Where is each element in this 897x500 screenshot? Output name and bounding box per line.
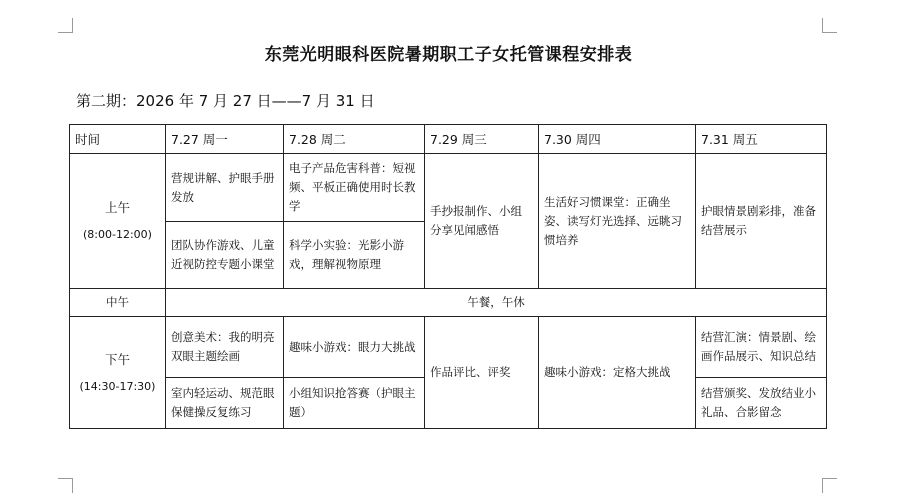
cell-mon-am-1: 营规讲解、护眼手册发放	[166, 154, 284, 222]
cell-fri-pm-1: 结营汇演：情景剧、绘画作品展示、知识总结	[696, 317, 827, 378]
crop-mark-top-right	[822, 18, 837, 33]
slot-time-morning: (8:00-12:00)	[83, 228, 152, 241]
slot-label-noon: 中午	[70, 289, 166, 317]
slot-label-afternoon: 下午	[104, 351, 130, 367]
table-row	[70, 317, 827, 378]
cell-tue-pm-1: 趣味小游戏：眼力大挑战	[284, 317, 425, 378]
header-cell-fri: 7.31 周五	[696, 125, 827, 154]
slot-time-afternoon: (14:30-17:30)	[79, 379, 156, 393]
cell-thu-pm: 趣味小游戏：定格大挑战	[539, 317, 696, 429]
slot-cell-afternoon	[70, 317, 166, 429]
header-cell-thu: 7.30 周四	[539, 125, 696, 154]
cell-fri-am: 护眼情景剧彩排，准备结营展示	[696, 154, 827, 289]
header-cell-tue: 7.28 周二	[284, 125, 425, 154]
slot-cell-morning	[70, 154, 166, 289]
period-line: 第二期：2026 年 7 月 27 日——7 月 31 日	[76, 92, 375, 110]
header-row	[70, 125, 827, 154]
cell-thu-am: 生活好习惯课堂：正确坐姿、读写灯光选择、远眺习惯培养	[539, 154, 696, 289]
crop-mark-bottom-right	[822, 478, 837, 493]
cell-tue-pm-2: 小组知识抢答赛（护眼主题）	[284, 378, 425, 429]
crop-mark-bottom-left	[58, 478, 73, 493]
cell-mon-pm-2: 室内轻运动、规范眼保健操反复练习	[166, 378, 284, 429]
crop-mark-top-left	[58, 18, 73, 33]
slot-label-morning: 上午	[104, 200, 130, 215]
cell-noon: 午餐，午休	[166, 289, 827, 317]
cell-mon-am-2: 团队协作游戏、儿童近视防控专题小课堂	[166, 222, 284, 289]
cell-fri-pm-2: 结营颁奖、发放结业小礼品、合影留念	[696, 378, 827, 429]
cell-tue-am-1: 电子产品危害科普：短视频、平板正确使用时长教学	[284, 154, 425, 222]
header-cell-time: 时间	[70, 125, 166, 154]
header-cell-mon: 7.27 周一	[166, 125, 284, 154]
cell-mon-pm-1: 创意美术：我的明亮双眼主题绘画	[166, 317, 284, 378]
schedule-table	[69, 124, 827, 429]
cell-tue-am-2: 科学小实验：光影小游戏，理解视物原理	[284, 222, 425, 289]
cell-wed-pm: 作品评比、评奖	[425, 317, 539, 429]
header-cell-wed: 7.29 周三	[425, 125, 539, 154]
table-row	[70, 289, 827, 317]
document-title: 东莞光明眼科医院暑期职工子女托管课程安排表	[264, 45, 633, 65]
table-row	[70, 154, 827, 222]
cell-wed-am: 手抄报制作、小组分享见闻感悟	[425, 154, 539, 289]
